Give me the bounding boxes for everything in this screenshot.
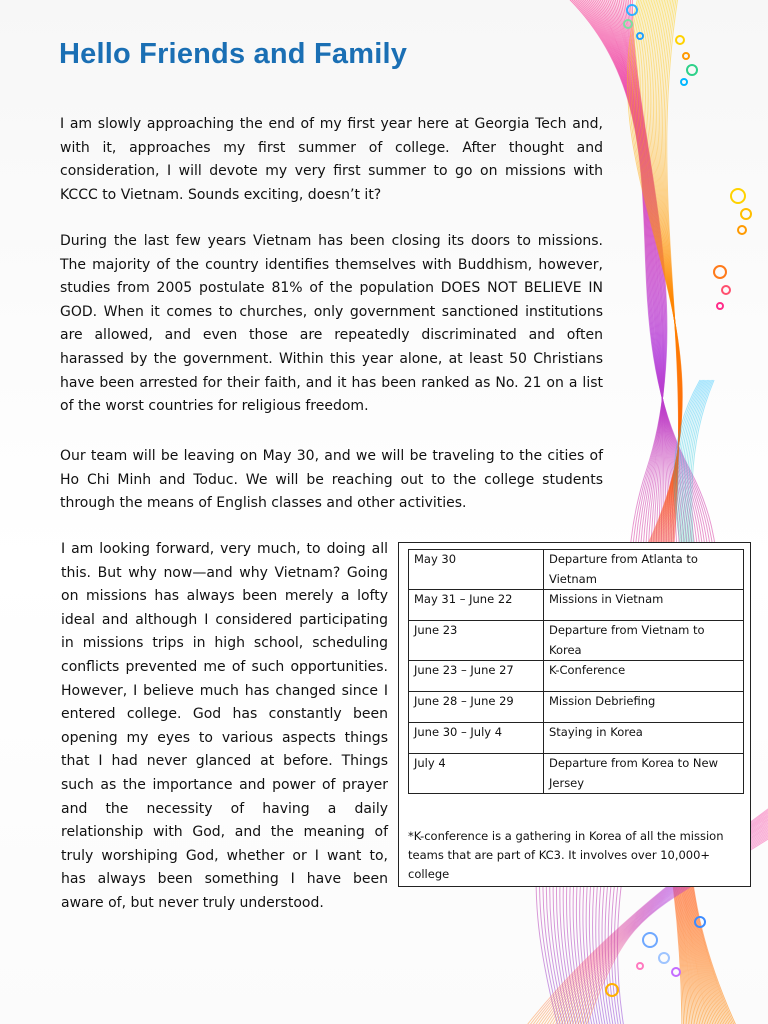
decorative-bubble — [683, 53, 689, 59]
page-title: Hello Friends and Family — [59, 38, 408, 70]
table-row — [409, 723, 744, 754]
schedule-date: May 30 — [409, 550, 544, 590]
schedule-date: July 4 — [409, 754, 544, 794]
table-row — [409, 692, 744, 723]
schedule-table — [408, 549, 744, 794]
decorative-bubble — [637, 33, 643, 39]
decorative-bubble — [681, 79, 687, 85]
decorative-bubble — [731, 189, 745, 203]
schedule-date: June 23 – June 27 — [409, 661, 544, 692]
schedule-event: Departure from Atlanta to Vietnam — [544, 550, 744, 590]
table-row — [409, 754, 744, 794]
schedule-event: K-Conference — [544, 661, 744, 692]
decorative-bubble — [659, 953, 669, 963]
paragraph-vietnam-background: During the last few years Vietnam has been closing its doors to missions. The majority of the country identifies themselves with Buddhism, however, studies from 2005 postulate 81% of the population DOES NOT BELIEVE IN GOD. When it comes to churches, only government sanctioned institutions are allowed, and even those are repeatedly discriminated and often harassed by the government. Within this year alone, at least 50 Christians have been arrested for their faith, and it has been ranked as No. 21 on a list of the worst countries for religious freedom. — [60, 233, 603, 415]
schedule-footnote: *K-conference is a gathering in Korea of all the mission teams that are part of KC3. It involves over 10,000+ college — [408, 829, 724, 881]
schedule-event: Mission Debriefing — [544, 692, 744, 723]
schedule-date: June 28 – June 29 — [409, 692, 544, 723]
decorative-bubble — [714, 266, 726, 278]
schedule-event: Staying in Korea — [544, 723, 744, 754]
paragraph-why-vietnam: I am looking forward, very much, to doing all this. But why now—and why Vietnam? Going on missions has always been merely a lofty ideal and although I considered participating in missions trips in high school, scheduling conflicts prevented me of such opportunities. However, I believe much has changed since I entered college. God has constantly been opening my eyes to various aspects things that I had never glanced at before. Things such as the importance and power of prayer and the necessity of having a daily relationship with God, and the meaning of truly worshiping God, whether or I want to, has always been something I have been aware of, but never truly understood. — [61, 541, 388, 911]
paragraph-team-plans: Our team will be leaving on May 30, and we will be traveling to the cities of Ho Chi Minh and Toduc. We will be reaching out to the college students through the means of English classes and other activities. — [60, 448, 603, 512]
decorative-bubble — [643, 933, 657, 947]
decorative-bubble — [722, 286, 730, 294]
table-row — [409, 621, 744, 661]
decorative-bubble — [637, 963, 643, 969]
schedule-event: Departure from Korea to New Jersey — [544, 754, 744, 794]
schedule-date: June 30 – July 4 — [409, 723, 544, 754]
schedule-event: Departure from Vietnam to Korea — [544, 621, 744, 661]
schedule-event: Missions in Vietnam — [544, 590, 744, 621]
decorative-bubble — [687, 65, 697, 75]
decorative-bubble — [741, 209, 751, 219]
table-row — [409, 590, 744, 621]
schedule-date: June 23 — [409, 621, 544, 661]
decorative-bubble — [717, 303, 723, 309]
decorative-bubble — [676, 36, 684, 44]
schedule-box — [398, 542, 751, 887]
paragraph-intro: I am slowly approaching the end of my first year here at Georgia Tech and, with it, approaches my first summer of college. After thought and consideration, I will devote my very first summer to go on missions with KCCC to Vietnam. Sounds exciting, doesn’t it? — [60, 116, 603, 203]
table-row — [409, 550, 744, 590]
table-row — [409, 661, 744, 692]
decorative-bubble — [738, 226, 746, 234]
schedule-date: May 31 – June 22 — [409, 590, 544, 621]
decorative-bubble — [672, 968, 680, 976]
